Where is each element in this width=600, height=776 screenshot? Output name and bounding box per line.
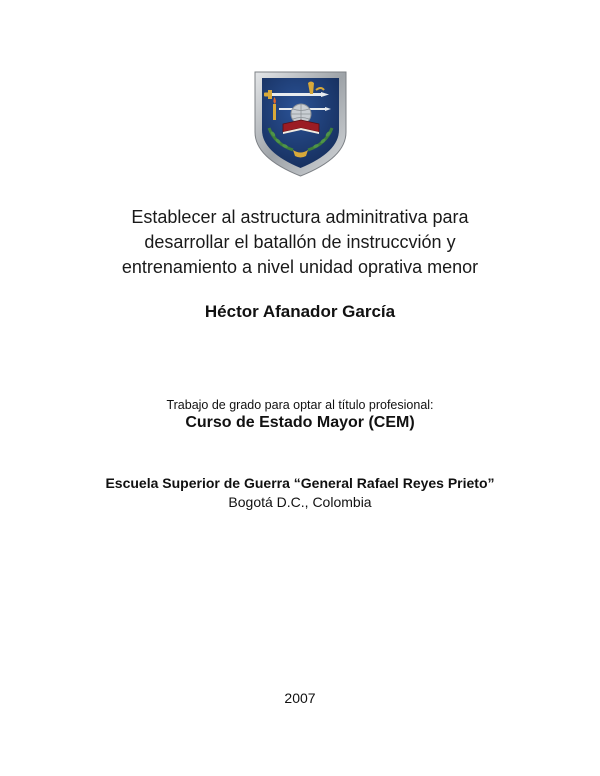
title-line-3: entrenamiento a nivel unidad oprativa menor [121,257,479,277]
degree-intro-text: Trabajo de grado para optar al título profesional: [166,398,434,412]
document-title [60,205,540,280]
city-location: Bogotá D.C., Colombia [228,494,372,510]
title-line-2: desarrollar el batallón de instruccvión y [144,232,456,252]
title-line-1: Establecer al astructura adminitrativa para [131,207,469,227]
school-crest-icon [253,70,348,178]
document-year: 2007 [284,690,316,706]
degree-title: Curso de Estado Mayor (CEM) [185,414,415,431]
school-name: Escuela Superior de Guerra “General Rafael Reyes Prieto” [105,475,495,491]
author-name: Héctor Afanador García [204,302,396,321]
